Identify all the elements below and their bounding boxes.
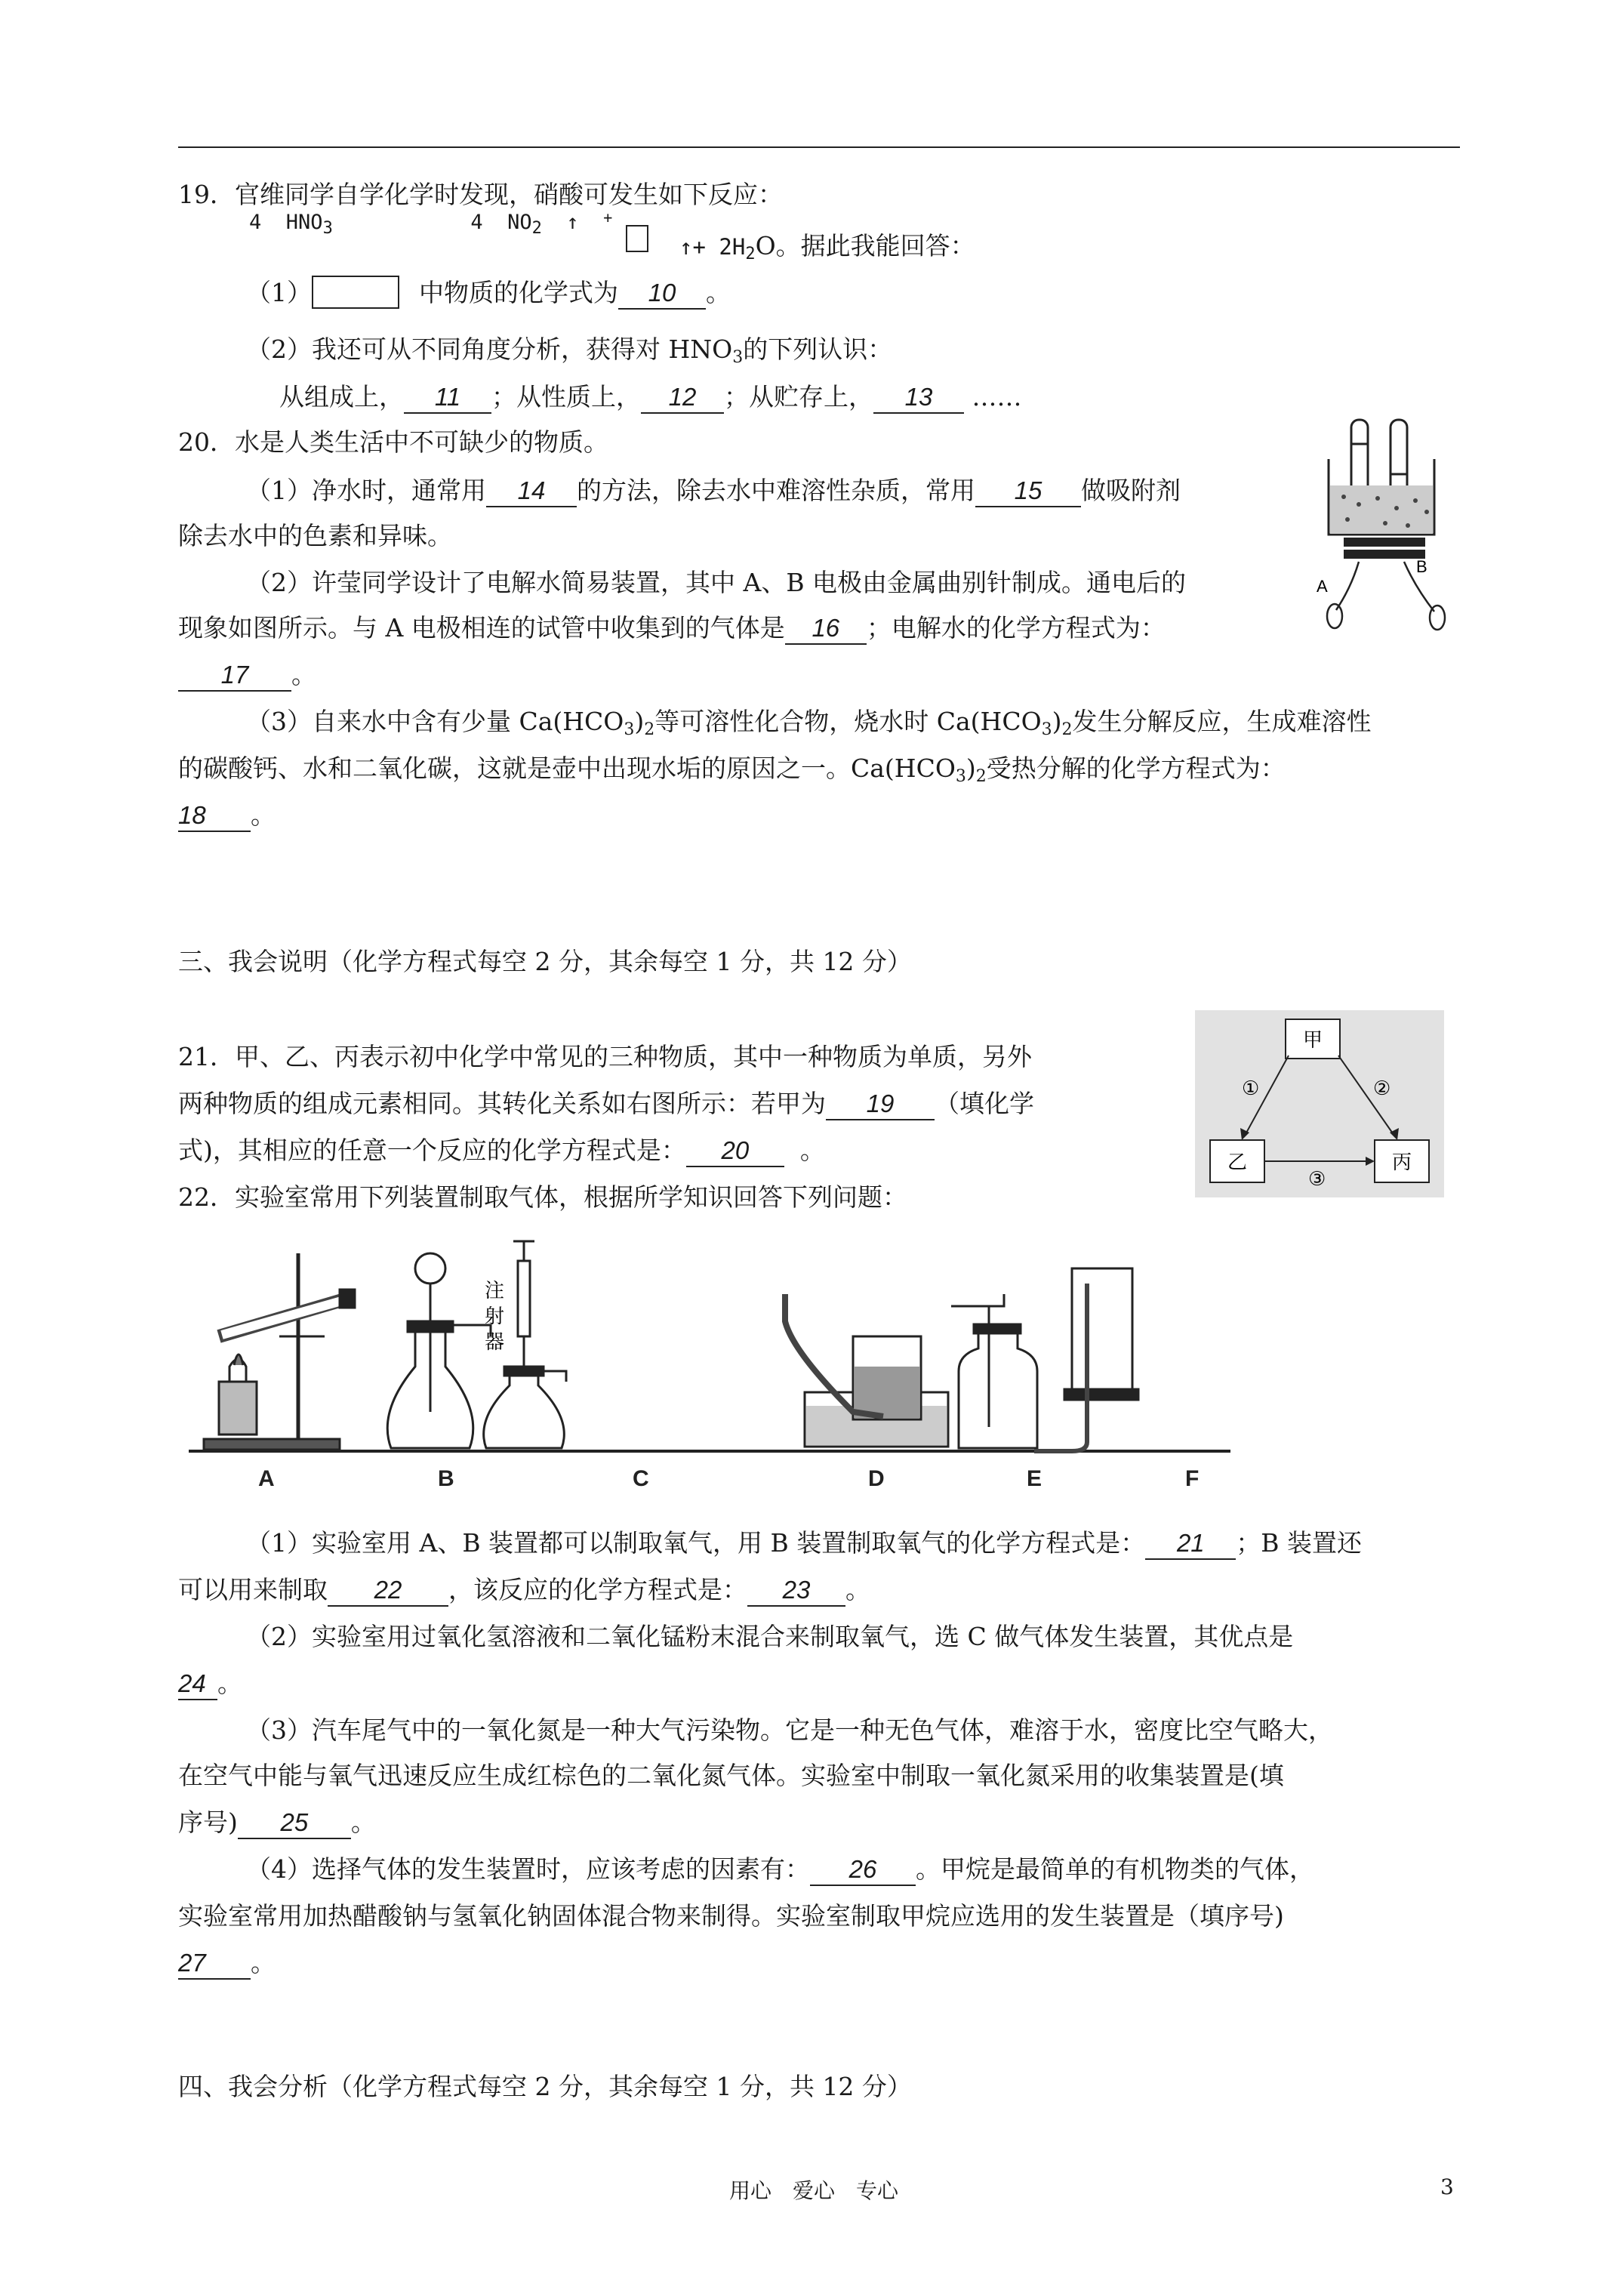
blank-22[interactable]: 22 [328,1575,448,1607]
q19-answer-box [312,276,399,309]
q22-part4-answer: 27 。 [178,1948,276,1980]
q19-blank-square [626,225,648,252]
electrode-a-label: A [1317,577,1328,596]
q19-equation-upper: 4 $HNO_3$ 4 $NO_2$ ↑ + [249,208,613,238]
q20-part1: （1）净水时，通常用 14 的方法，除去水中难溶性杂质，常用 15 做吸附剂 [246,476,1181,507]
page-number: 3 [1440,2174,1454,2199]
q20-part2: （2）许莹同学设计了电解水简易装置，其中 A、B 电极由金属曲别针制成。通电后的 [246,568,1187,597]
electrolysis-apparatus-figure [1313,414,1464,633]
node-yi: 乙 [1227,1151,1248,1174]
q20-part3-answer: 18 。 [178,800,276,832]
syringe-label-2: 射 [485,1305,505,1328]
apparatus-label-d: D [868,1466,885,1491]
syringe-label-3: 器 [485,1331,505,1354]
electrode-b-label: B [1416,557,1427,576]
q22-part4: （4）选择气体的发生装置时，应该考虑的因素有： 26 。甲烷是最简单的有机物类的气体， [246,1854,1314,1886]
blank-10[interactable]: 10 [618,278,706,310]
apparatus-label-a: A [258,1466,275,1491]
blank-27[interactable]: 27 [178,1948,251,1980]
q22-part2: （2）实验室用过氧化氢溶液和二氧化锰粉末混合来制取氧气，选 C 做气体发生装置，其优点是 [246,1622,1294,1651]
blank-14[interactable]: 14 [486,476,577,507]
q20-part1-cont: 除去水中的色素和异味。 [178,521,452,550]
apparatus-d [785,1294,948,1447]
apparatus-label-e: E [1027,1466,1042,1491]
q20-part2-cont: 现象如图所示。与 A 电极相连的试管中收集到的气体是 16 ；电解水的化学方程式为： [178,613,1166,645]
arrow-2-label: ② [1373,1077,1391,1100]
blank-12[interactable]: 12 [641,382,724,414]
blank-26[interactable]: 26 [810,1854,916,1886]
q22-part2-answer: 24 。 [178,1669,242,1700]
q22-part3: （3）汽车尾气中的一氧化氮是一种大气污染物。它是一种无色气体，难溶于水，密度比空气略大， [246,1715,1333,1745]
header-rule [178,146,1460,148]
apparatus-label-f: F [1185,1466,1200,1491]
footer-motto: 用心 爱心 专心 [729,2178,899,2203]
q19-line1: 19．官维同学自学化学时发现，硝酸可发生如下反应： [178,180,783,209]
blank-17[interactable]: 17 [178,660,291,692]
blank-24[interactable]: 24 [178,1669,217,1700]
apparatus-e [951,1294,1037,1448]
blank-20[interactable]: 20 [686,1136,784,1167]
gas-apparatus-figure [189,1238,1261,1502]
blank-18[interactable]: 18 [178,800,251,832]
q22-part3-answer: 序号) 25 。 [178,1808,376,1839]
section-3-title: 三、我会说明（化学方程式每空 2 分，其余每空 1 分，共 12 分） [178,947,912,976]
blank-13[interactable]: 13 [873,382,964,414]
apparatus-b [387,1253,491,1448]
arrow-3-label: ③ [1308,1168,1326,1191]
q22-part1: （1）实验室用 A、B 装置都可以制取氧气，用 B 装置制取氧气的化学方程式是： 21 ；B 装置还 [246,1528,1362,1560]
q22-part3-cont: 在空气中能与氧气迅速反应生成红棕色的二氧化氮气体。实验室中制取一氧化氮采用的收集装置是(填 [178,1761,1284,1790]
q22-part4-cont: 实验室常用加热醋酸钠与氢氧化钠固体混合物来制得。实验室制取甲烷应选用的发生装置是（填序号) [178,1901,1284,1931]
q19-part3: 从组成上， 11 ；从性质上， 12 ；从贮存上， 13 …… [279,382,1022,414]
apparatus-f [1034,1268,1138,1451]
q22-part1-cont: 可以用来制取 22 ，该反应的化学方程式是： 23 。 [178,1575,870,1607]
q19-equation-tail: ↑+ $2H_2O$。据此我能回答： [679,231,975,264]
q19-part2: （2）我还可从不同角度分析，获得对 $HNO_3$的下列认识： [246,334,893,367]
blank-15[interactable]: 15 [975,476,1081,507]
q19-part1: （1） 中物质的化学式为 10 。 [246,276,731,310]
q20-part3-cont: 的碳酸钙、水和二氧化碳，这就是壶中出现水垢的原因之一。$Ca(HCO_3)_2$受热分解的化学方程式为： [178,754,1286,786]
node-bing: 丙 [1391,1151,1412,1174]
q22-head: 22．实验室常用下列装置制取气体，根据所学知识回答下列问题： [178,1182,907,1212]
section-4-title: 四、我会分析（化学方程式每空 2 分，其余每空 1 分，共 12 分） [178,2072,912,2101]
q21-conversion-diagram [1195,1010,1444,1197]
blank-19[interactable]: 19 [826,1089,935,1120]
q20-part2-answer: 17 。 [178,660,316,692]
blank-16[interactable]: 16 [785,613,867,645]
node-jia: 甲 [1302,1029,1323,1052]
blank-21[interactable]: 21 [1145,1528,1236,1560]
q21-line1: 21．甲、乙、丙表示初中化学中常见的三种物质，其中一种物质为单质，另外 [178,1042,1032,1071]
blank-23[interactable]: 23 [747,1575,845,1607]
syringe-label-1: 注 [485,1280,505,1302]
q21-line2: 两种物质的组成元素相同。其转化关系如右图所示：若甲为 19 （填化学 [178,1089,1034,1120]
blank-11[interactable]: 11 [404,382,491,414]
blank-25[interactable]: 25 [238,1808,351,1839]
apparatus-label-b: B [438,1466,454,1491]
apparatus-a [204,1253,355,1450]
q20-head: 20．水是人类生活中不可缺少的物质。 [178,427,608,457]
q21-line3: 式)，其相应的任意一个反应的化学方程式是： 20 。 [178,1136,825,1167]
apparatus-label-c: C [633,1466,649,1491]
q20-part3: （3）自来水中含有少量 $Ca(HCO_3)_2$等可溶性化合物，烧水时 $Ca(HCO_3)_2$发生分解反应，生成难溶性 [246,707,1372,739]
arrow-1-label: ① [1242,1077,1260,1100]
